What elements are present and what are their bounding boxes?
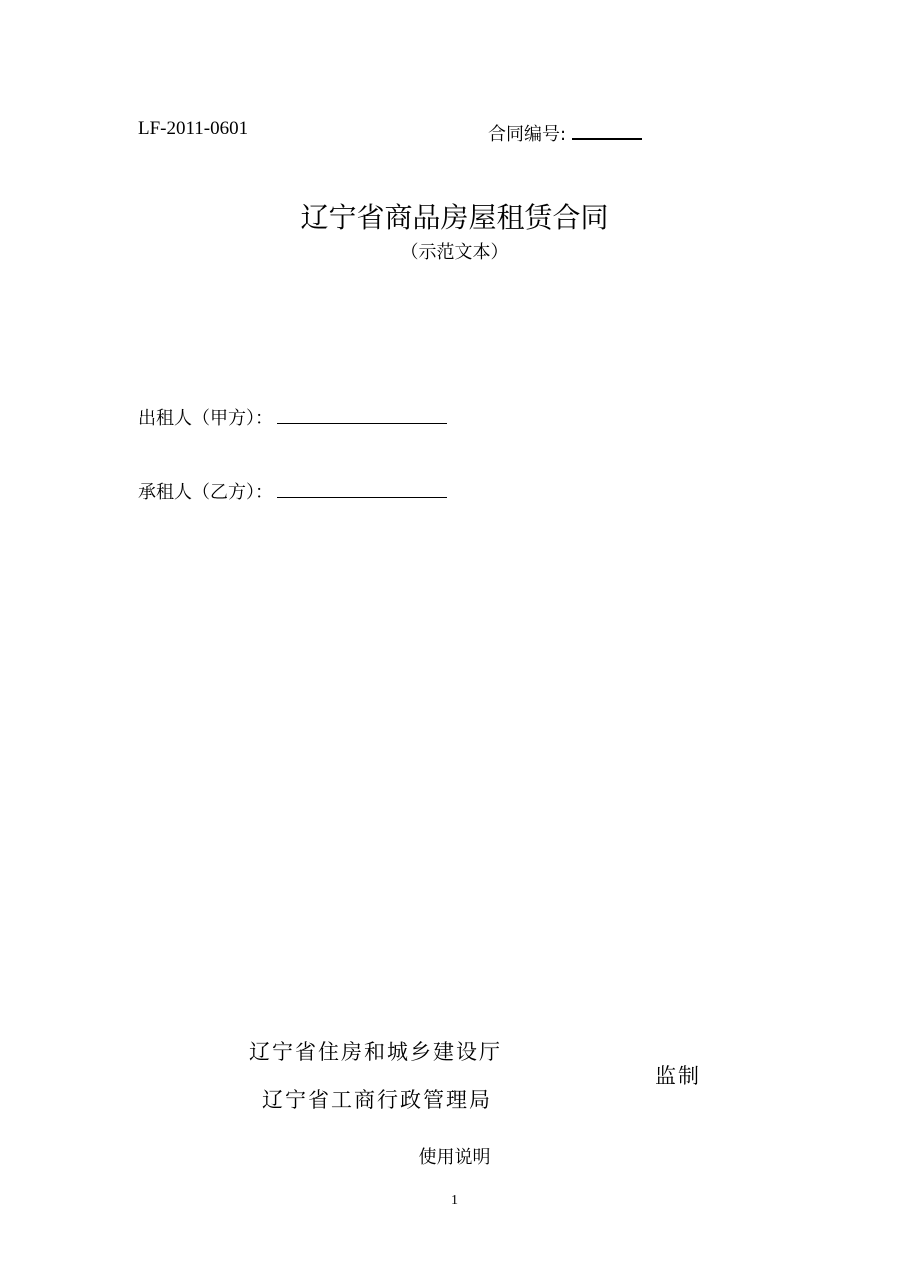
lessor-field bbox=[138, 404, 447, 430]
lessee-blank bbox=[277, 479, 447, 498]
document-title: 辽宁省商品房屋租赁合同 bbox=[300, 201, 609, 234]
lessee-field bbox=[138, 478, 447, 504]
document-subtitle: （示范文本） bbox=[400, 242, 509, 263]
document-code: LF-2011-0601 bbox=[138, 118, 249, 139]
supervise-label: 监制 bbox=[655, 1064, 701, 1088]
usage-heading: 使用说明 bbox=[418, 1147, 491, 1168]
lessor-label: 出租人（甲方）： bbox=[138, 408, 273, 429]
contract-number-label: 合同编号: bbox=[488, 124, 567, 145]
contract-number-field bbox=[488, 120, 642, 146]
lessor-blank bbox=[277, 405, 447, 424]
issuer-org-housing: 辽宁省住房和城乡建设厅 bbox=[249, 1040, 502, 1064]
lessee-label: 承租人（乙方）： bbox=[138, 482, 273, 503]
issuer-org-commerce: 辽宁省工商行政管理局 bbox=[262, 1088, 492, 1112]
contract-number-blank bbox=[572, 122, 642, 140]
page-number: 1 bbox=[451, 1193, 458, 1208]
